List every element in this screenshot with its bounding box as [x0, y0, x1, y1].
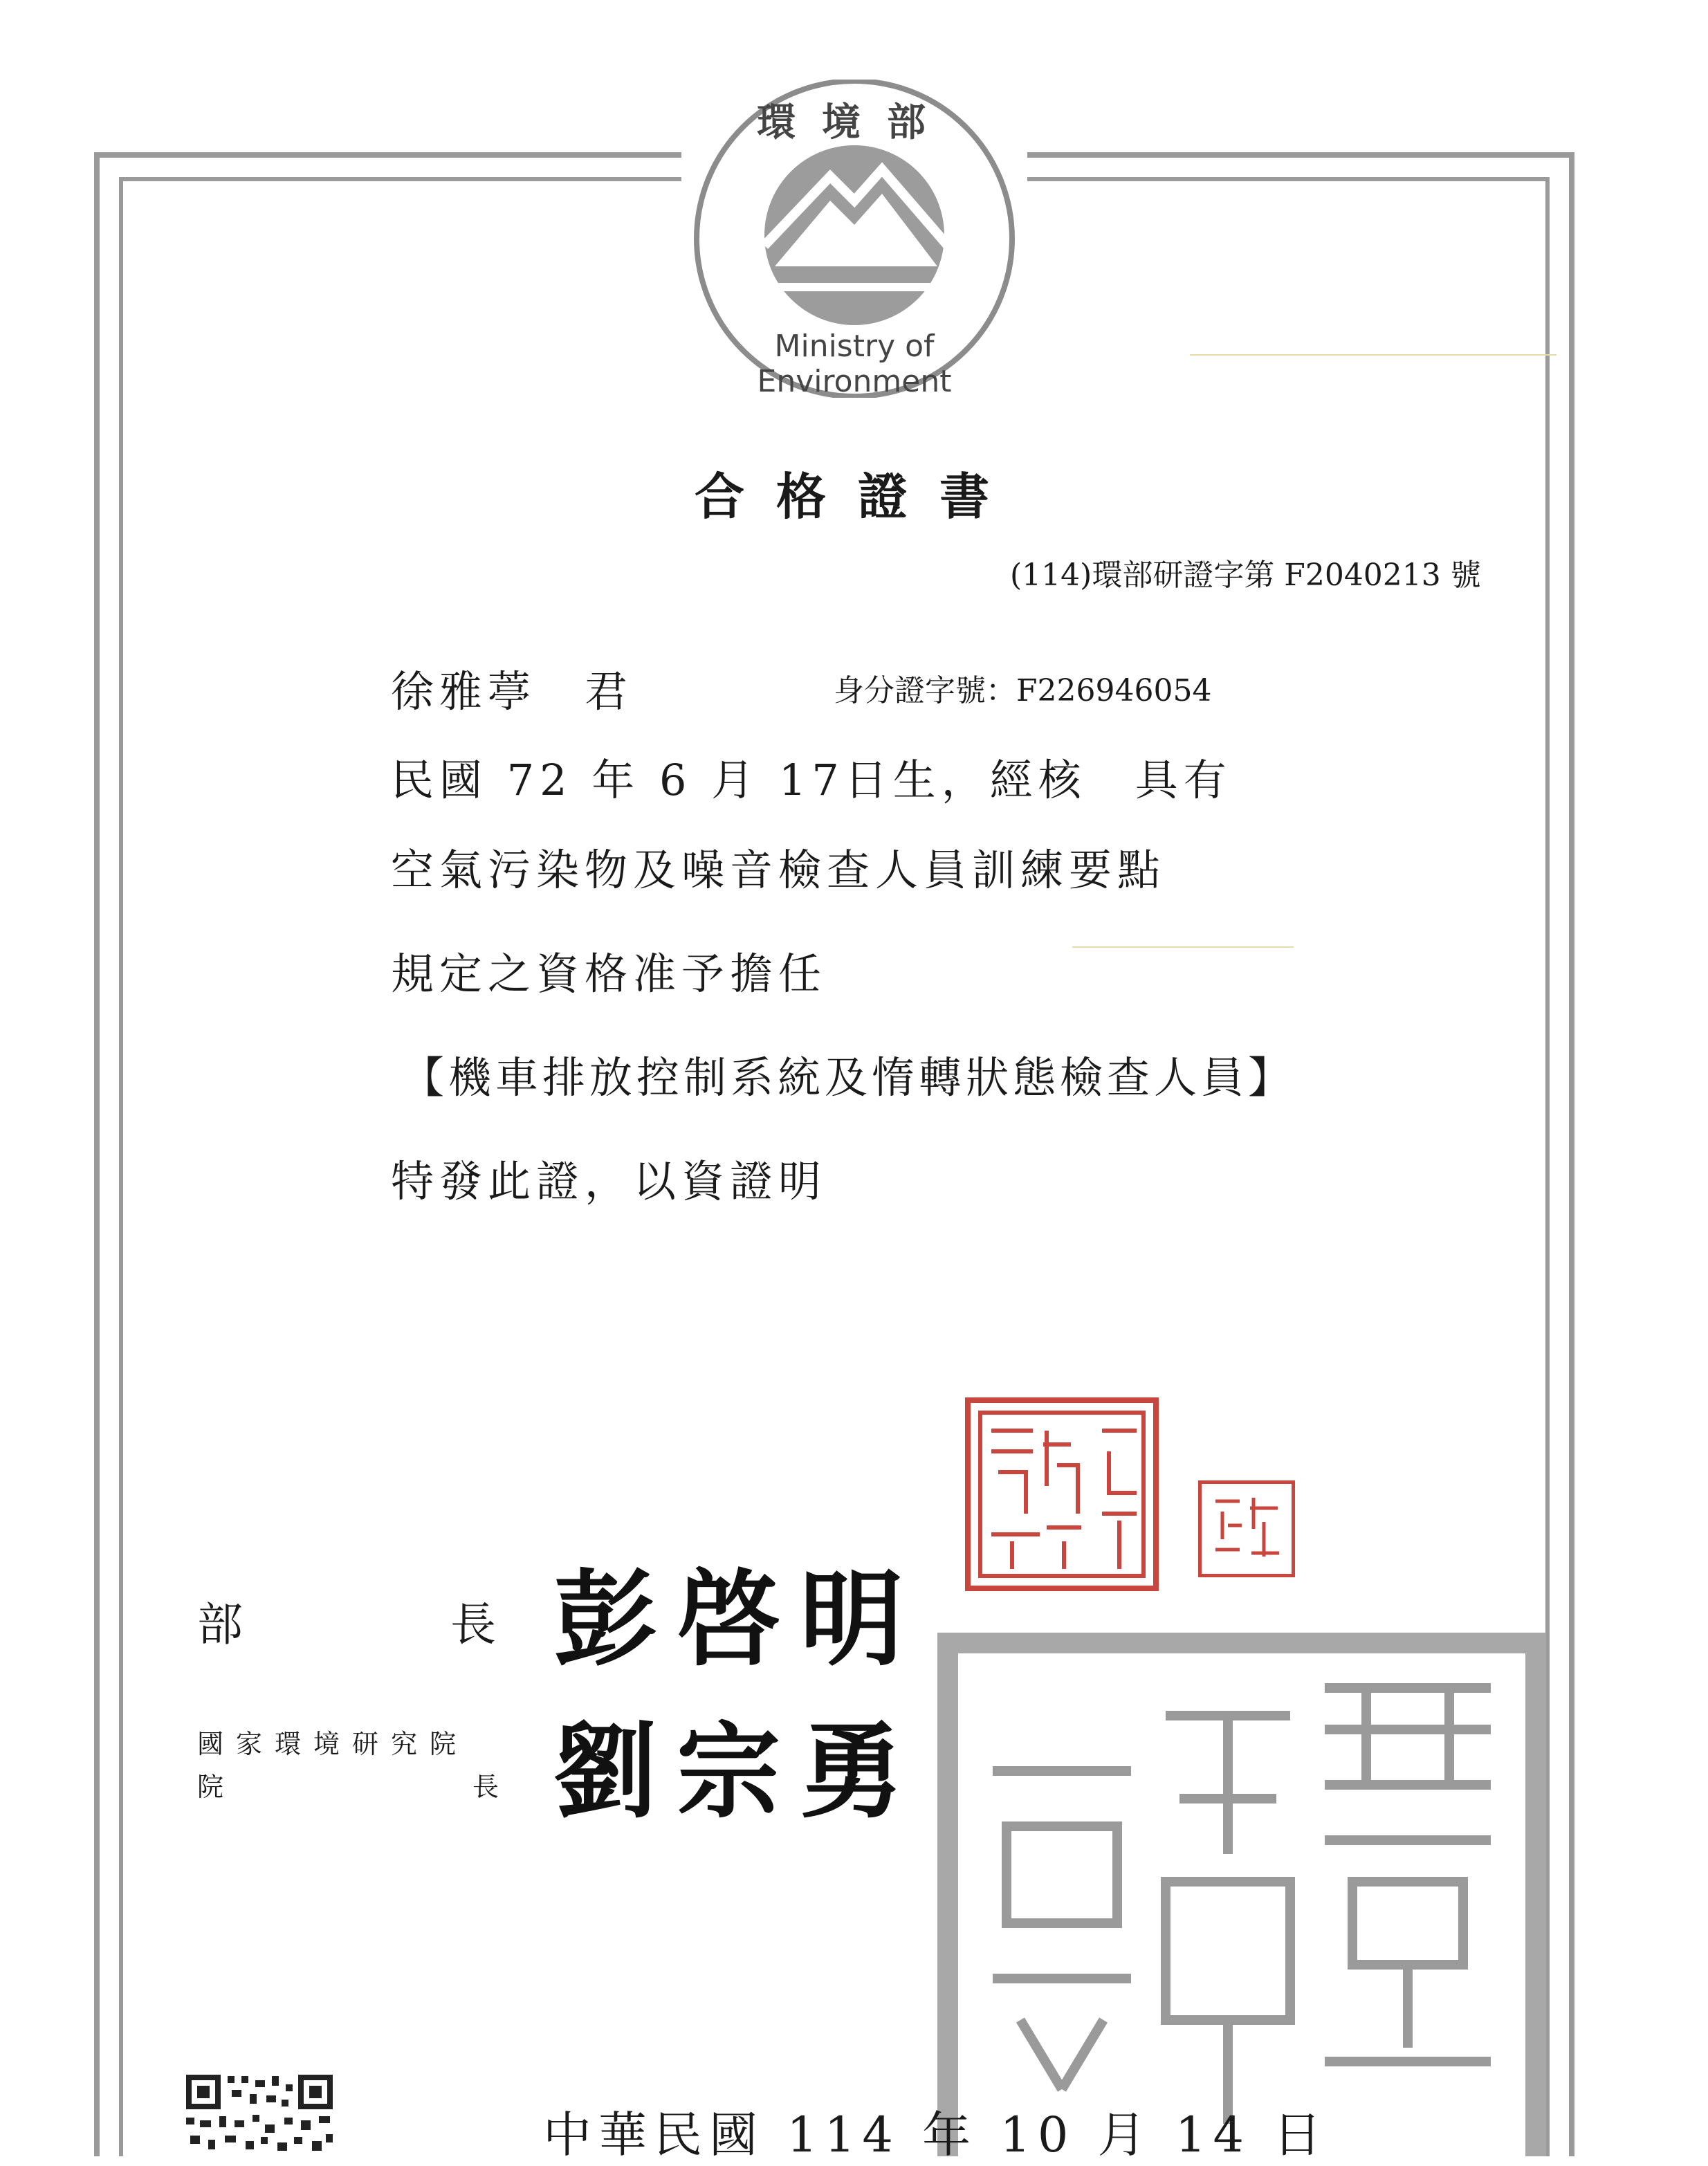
personal-seal [1198, 1480, 1295, 1577]
emblem-agency-en: Ministry of Environment [757, 329, 952, 399]
institute-title [197, 1765, 499, 1804]
certificate-number: (114)環部研證字第 F2040213 號 [1010, 558, 1481, 593]
minister-title [197, 1588, 496, 1653]
institute-label-end: 長 [472, 1772, 499, 1802]
issue-date: 中華民國 114 年 10 月 14 日 [543, 2107, 1329, 2163]
institute-signature: 劉宗勇 [553, 1711, 924, 1833]
minister-signature: 彭啓明 [553, 1559, 924, 1680]
regulation-line: 空氣污染物及噪音檢查人員訓練要點 [391, 845, 1166, 895]
red-official-seal [965, 1397, 1159, 1591]
red-seal-glyphs-icon [971, 1403, 1153, 1586]
emblem-agency-cn: 環境部 [757, 100, 952, 145]
role-line: 【機車排放控制系統及惰轉狀態檢查人員】 [401, 1052, 1296, 1103]
certificate-title: 合格證書 [694, 467, 1021, 526]
qualification-line: 規定之資格准予擔任 [391, 948, 827, 999]
ministry-large-seal [937, 1633, 1546, 2156]
institute-label: 國家環境研究院 [197, 1729, 469, 1759]
institute-label-start: 院 [197, 1772, 224, 1802]
scan-artifact [1072, 946, 1294, 948]
ministry-emblem [681, 80, 1027, 398]
minister-label-start: 部 [197, 1598, 243, 1651]
issue-line: 特發此證，以資證明 [391, 1156, 827, 1206]
birth-line: 民國 72 年 6 月 17日生，經核 具有 [391, 755, 1232, 805]
personal-seal-glyphs-icon [1202, 1484, 1292, 1574]
minister-label-end: 長 [450, 1598, 496, 1651]
holder-name: 徐雅葶 君 [391, 666, 634, 717]
qr-code-icon [183, 2072, 336, 2156]
large-seal-glyphs-icon [937, 1633, 1546, 2156]
holder-id-number: 身分證字號：F226946054 [834, 673, 1212, 708]
qr-code[interactable] [183, 2072, 336, 2156]
scan-artifact [1190, 354, 1557, 356]
